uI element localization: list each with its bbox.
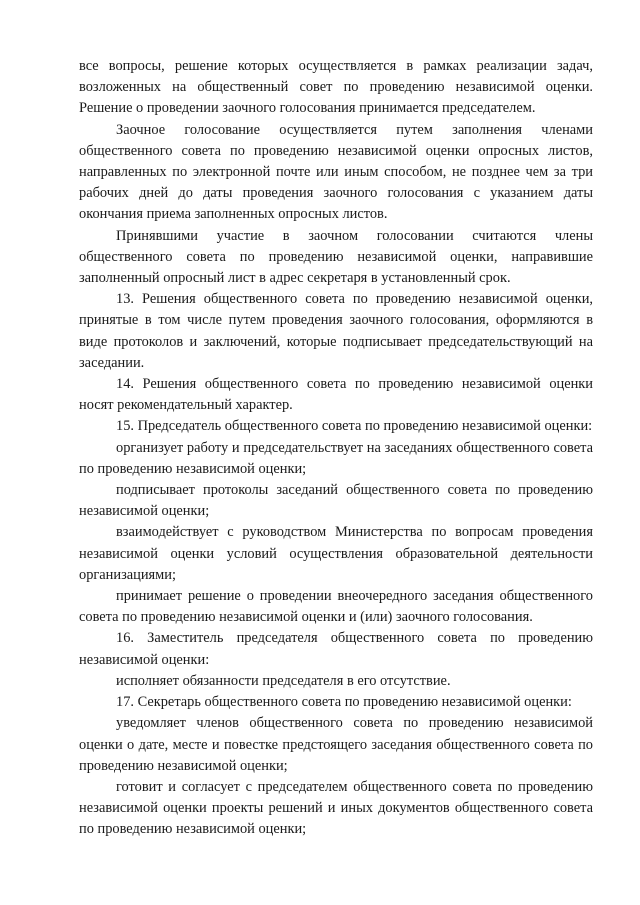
paragraph-secretary-notifies: уведомляет членов общественного совета по проведению независимой оценки о дате, месте и повестке предстоящего заседания общественного совета по проведению независимой оценки; <box>79 715 593 774</box>
paragraph-chair-interacts: взаимодействует с руководством Министерства по вопросам проведения независимой оценки условий осуществления образовательной деятельности организациями; <box>79 524 593 583</box>
paragraph-voting-scope: все вопросы, решение которых осуществляется в рамках реализации задач, возложенных на общественный совет по проведению независимой оценки. Решение о проведении заочного голосования принимается председателем. <box>79 58 593 117</box>
paragraph-item-13: 13. Решения общественного совета по проведению независимой оценки, принятые в том числе путем проведения заочного голосования, оформляются в виде протоколов и заключений, которые подписывает председательствующий на заседании. <box>79 291 593 371</box>
paragraph-item-14: 14. Решения общественного совета по проведению независимой оценки носят рекомендательный характер. <box>79 376 593 414</box>
document-page <box>79 56 593 841</box>
paragraph-item-16: 16. Заместитель председателя общественного совета по проведению независимой оценки: <box>79 630 593 668</box>
paragraph-chair-signs: подписывает протоколы заседаний общественного совета по проведению независимой оценки; <box>79 482 593 520</box>
paragraph-secretary-prepares: готовит и согласует с председателем общественного совета по проведению независимой оценки проекты решений и иных документов общественного совета по проведению независимой оценки; <box>79 778 593 838</box>
paragraph-item-17: 17. Секретарь общественного совета по проведению независимой оценки: <box>116 694 572 711</box>
paragraph-voting-participants: Принявшими участие в заочном голосовании считаются члены общественного совета по проведению независимой оценки, направившие заполненный опросный лист в адрес секретаря в установленный срок. <box>79 227 593 287</box>
paragraph-chair-decides: принимает решение о проведении внеочередного заседания общественного совета по проведению независимой оценки и (или) заочного голосования. <box>79 588 593 626</box>
paragraph-chair-organizes: организует работу и председательствует на заседаниях общественного совета по проведению независимой оценки; <box>79 439 593 477</box>
paragraph-item-15: 15. Председатель общественного совета по проведению независимой оценки: <box>116 418 593 435</box>
paragraph-deputy-duties: исполняет обязанности председателя в его отсутствие. <box>116 672 451 689</box>
paragraph-absentee-voting-procedure: Заочное голосование осуществляется путем заполнения членами общественного совета по проведению независимой оценки опросных листов, направленных по электронной почте или иным способом, не позднее чем за три рабочих дней до даты проведения заочного голосования с указанием даты окончания приема заполненных опросных листов. <box>79 121 593 223</box>
